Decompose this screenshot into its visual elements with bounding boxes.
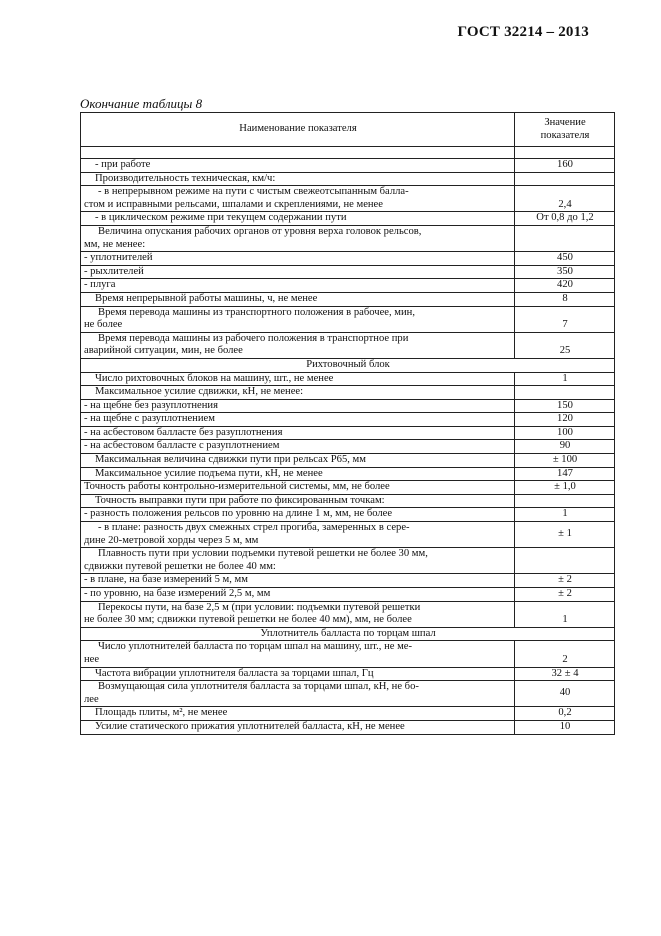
parameter-name: - уплотнителей: [81, 252, 515, 266]
parameter-value: ± 100: [515, 454, 615, 468]
parameter-name: - по уровню, на базе измерений 2,5 м, мм: [81, 588, 515, 602]
parameter-name-line1: Возмущающая сила уплотнителя балласта за торцами шпал, кН, не бо-: [98, 681, 419, 693]
table-row: [81, 467, 615, 481]
table-row: [81, 372, 615, 386]
parameter-name-line1: Время перевода машины из транспортного положения в рабочее, мин,: [98, 306, 415, 318]
table-row: [81, 292, 615, 306]
parameter-value: [515, 172, 615, 186]
parameter-value: 10: [515, 720, 615, 734]
table-row: [81, 399, 615, 413]
parameter-name: - на щебне без разуплотнения: [81, 399, 515, 413]
empty-cell: [81, 147, 515, 159]
parameter-name: - в плане, на базе измерений 5 м, мм: [81, 574, 515, 588]
table-row: [81, 172, 615, 186]
parameter-name: Точность выправки пути при работе по фиксированным точкам:: [81, 494, 515, 508]
parameter-value: 1: [515, 601, 615, 627]
table-row: [81, 522, 615, 548]
parameter-value: 2: [515, 641, 615, 667]
parameter-name-line1: Величина опускания рабочих органов от уровня верха головок рельсов,: [98, 225, 422, 237]
parameter-name: [81, 548, 515, 574]
parameter-name: [81, 332, 515, 358]
parameter-name: Число рихтовочных блоков на машину, шт., не менее: [81, 372, 515, 386]
parameter-value: 90: [515, 440, 615, 454]
table-row: [81, 225, 615, 251]
parameter-name: - плуга: [81, 279, 515, 293]
parameter-value: 420: [515, 279, 615, 293]
parameter-value: [515, 548, 615, 574]
table-row: [81, 186, 615, 212]
table-row: [81, 548, 615, 574]
parameter-name: - на щебне с разуплотнением: [81, 413, 515, 427]
table-row: [81, 508, 615, 522]
parameter-name: Площадь плиты, м², не менее: [81, 707, 515, 721]
table-row: [81, 720, 615, 734]
parameter-value: 1: [515, 372, 615, 386]
table-row: [81, 159, 615, 173]
parameter-value: [515, 494, 615, 508]
column-header-value-line2: показателя: [540, 129, 590, 141]
parameter-value: 160: [515, 159, 615, 173]
table-row: [81, 212, 615, 226]
parameter-name-line2: сдвижки путевой решетки не более 40 мм:: [84, 560, 276, 572]
parameter-value: ± 2: [515, 588, 615, 602]
table-row: [81, 588, 615, 602]
table-row: [81, 601, 615, 627]
parameter-name-line2: нее: [84, 653, 100, 665]
table-row: [81, 306, 615, 332]
parameter-value: 7: [515, 306, 615, 332]
parameter-name: - на асбестовом балласте без разуплотнения: [81, 426, 515, 440]
parameter-value: 40: [515, 681, 615, 707]
parameter-value: ± 1: [515, 522, 615, 548]
parameter-value: От 0,8 до 1,2: [515, 212, 615, 226]
standard-number: ГОСТ 32214 – 2013: [457, 24, 589, 40]
parameter-value: 147: [515, 467, 615, 481]
table-row: [81, 574, 615, 588]
parameter-name-line2: стом и исправными рельсами, шпалами и скреплениями, не менее: [84, 198, 383, 210]
column-header-name: Наименование показателя: [81, 113, 515, 147]
parameter-name-line2: мм, не менее:: [84, 238, 146, 250]
parameter-value: 350: [515, 265, 615, 279]
table-row: [81, 667, 615, 681]
parameter-value: 0,2: [515, 707, 615, 721]
parameter-value: 450: [515, 252, 615, 266]
parameter-name-line1: Перекосы пути, на базе 2,5 м (при условии: подъемки путевой решетки: [98, 601, 421, 613]
parameter-value: 32 ± 4: [515, 667, 615, 681]
table-header-row: [81, 113, 615, 147]
parameter-name: - разность положения рельсов по уровню на длине 1 м, мм, не более: [81, 508, 515, 522]
table-spacer-row: [81, 147, 615, 159]
parameter-name: Максимальная величина сдвижки пути при рельсах Р65, мм: [81, 454, 515, 468]
table-row: [81, 454, 615, 468]
parameter-value: [515, 225, 615, 251]
parameter-name-line1: Время перевода машины из рабочего положения в транспортное при: [98, 332, 409, 344]
table-row: [81, 426, 615, 440]
parameter-name: Максимальное усилие подъема пути, кН, не менее: [81, 467, 515, 481]
parameter-name: - в циклическом режиме при текущем содержании пути: [81, 212, 515, 226]
parameter-value: ± 2: [515, 574, 615, 588]
table-row: [81, 440, 615, 454]
table-row: [81, 481, 615, 495]
table-row: [81, 494, 615, 508]
parameter-name-line2: не более 30 мм; сдвижки путевой решетки не более 40 мм), мм, не более: [84, 614, 412, 626]
parameter-value: [515, 386, 615, 400]
parameter-value: 2,4: [515, 186, 615, 212]
parameter-name: - при работе: [81, 159, 515, 173]
table-caption: Окончание таблицы 8: [80, 96, 203, 111]
table-row: [81, 279, 615, 293]
parameter-name-line1: - в непрерывном режиме на пути с чистым свежеотсыпанным балла-: [98, 186, 409, 198]
parameter-name-line2: аварийной ситуации, мин, не более: [84, 345, 243, 357]
parameter-value: 150: [515, 399, 615, 413]
section-title: Рихтовочный блок: [81, 358, 615, 372]
table-section-row: [81, 358, 615, 372]
parameter-name: Усилие статического прижатия уплотнителей балласта, кН, не менее: [81, 720, 515, 734]
parameter-name: [81, 641, 515, 667]
parameters-table: [80, 112, 615, 735]
parameter-value: 120: [515, 413, 615, 427]
parameter-name: [81, 306, 515, 332]
parameter-name-line2: дине 20-метровой хорды через 5 м, мм: [84, 534, 259, 546]
section-title: Уплотнитель балласта по торцам шпал: [81, 627, 615, 641]
parameter-name: [81, 681, 515, 707]
parameter-name: - рыхлителей: [81, 265, 515, 279]
parameter-name-line1: Число уплотнителей балласта по торцам шпал на машину, шт., не ме-: [98, 641, 413, 653]
parameter-name-line2: лее: [84, 693, 99, 705]
column-header-value-line1: Значение: [544, 116, 586, 128]
parameter-name: Производительность техническая, км/ч:: [81, 172, 515, 186]
table-row: [81, 386, 615, 400]
table-row: [81, 252, 615, 266]
parameter-name-line2: не более: [84, 319, 123, 331]
parameter-value: 25: [515, 332, 615, 358]
parameter-name: [81, 186, 515, 212]
table-row: [81, 707, 615, 721]
table-row: [81, 681, 615, 707]
parameter-name: Максимальное усилие сдвижки, кН, не менее:: [81, 386, 515, 400]
parameter-name: [81, 522, 515, 548]
parameter-value: ± 1,0: [515, 481, 615, 495]
parameter-name: Частота вибрации уплотнителя балласта за торцами шпал, Гц: [81, 667, 515, 681]
parameter-name-line1: - в плане: разность двух смежных стрел прогиба, замеренных в сере-: [98, 522, 410, 534]
parameter-name: Время непрерывной работы машины, ч, не менее: [81, 292, 515, 306]
parameter-name: - на асбестовом балласте с разуплотнением: [81, 440, 515, 454]
column-header-value: [515, 113, 615, 147]
table-row: [81, 641, 615, 667]
parameter-name: [81, 601, 515, 627]
table-row: [81, 332, 615, 358]
parameter-value: 8: [515, 292, 615, 306]
empty-cell: [515, 147, 615, 159]
table-section-row: [81, 627, 615, 641]
table-row: [81, 265, 615, 279]
parameter-name: [81, 225, 515, 251]
parameter-name-line1: Плавность пути при условии подъемки путевой решетки не более 30 мм,: [98, 548, 428, 560]
parameter-name: Точность работы контрольно-измерительной системы, мм, не более: [81, 481, 515, 495]
table-row: [81, 413, 615, 427]
parameter-value: 100: [515, 426, 615, 440]
parameter-value: 1: [515, 508, 615, 522]
